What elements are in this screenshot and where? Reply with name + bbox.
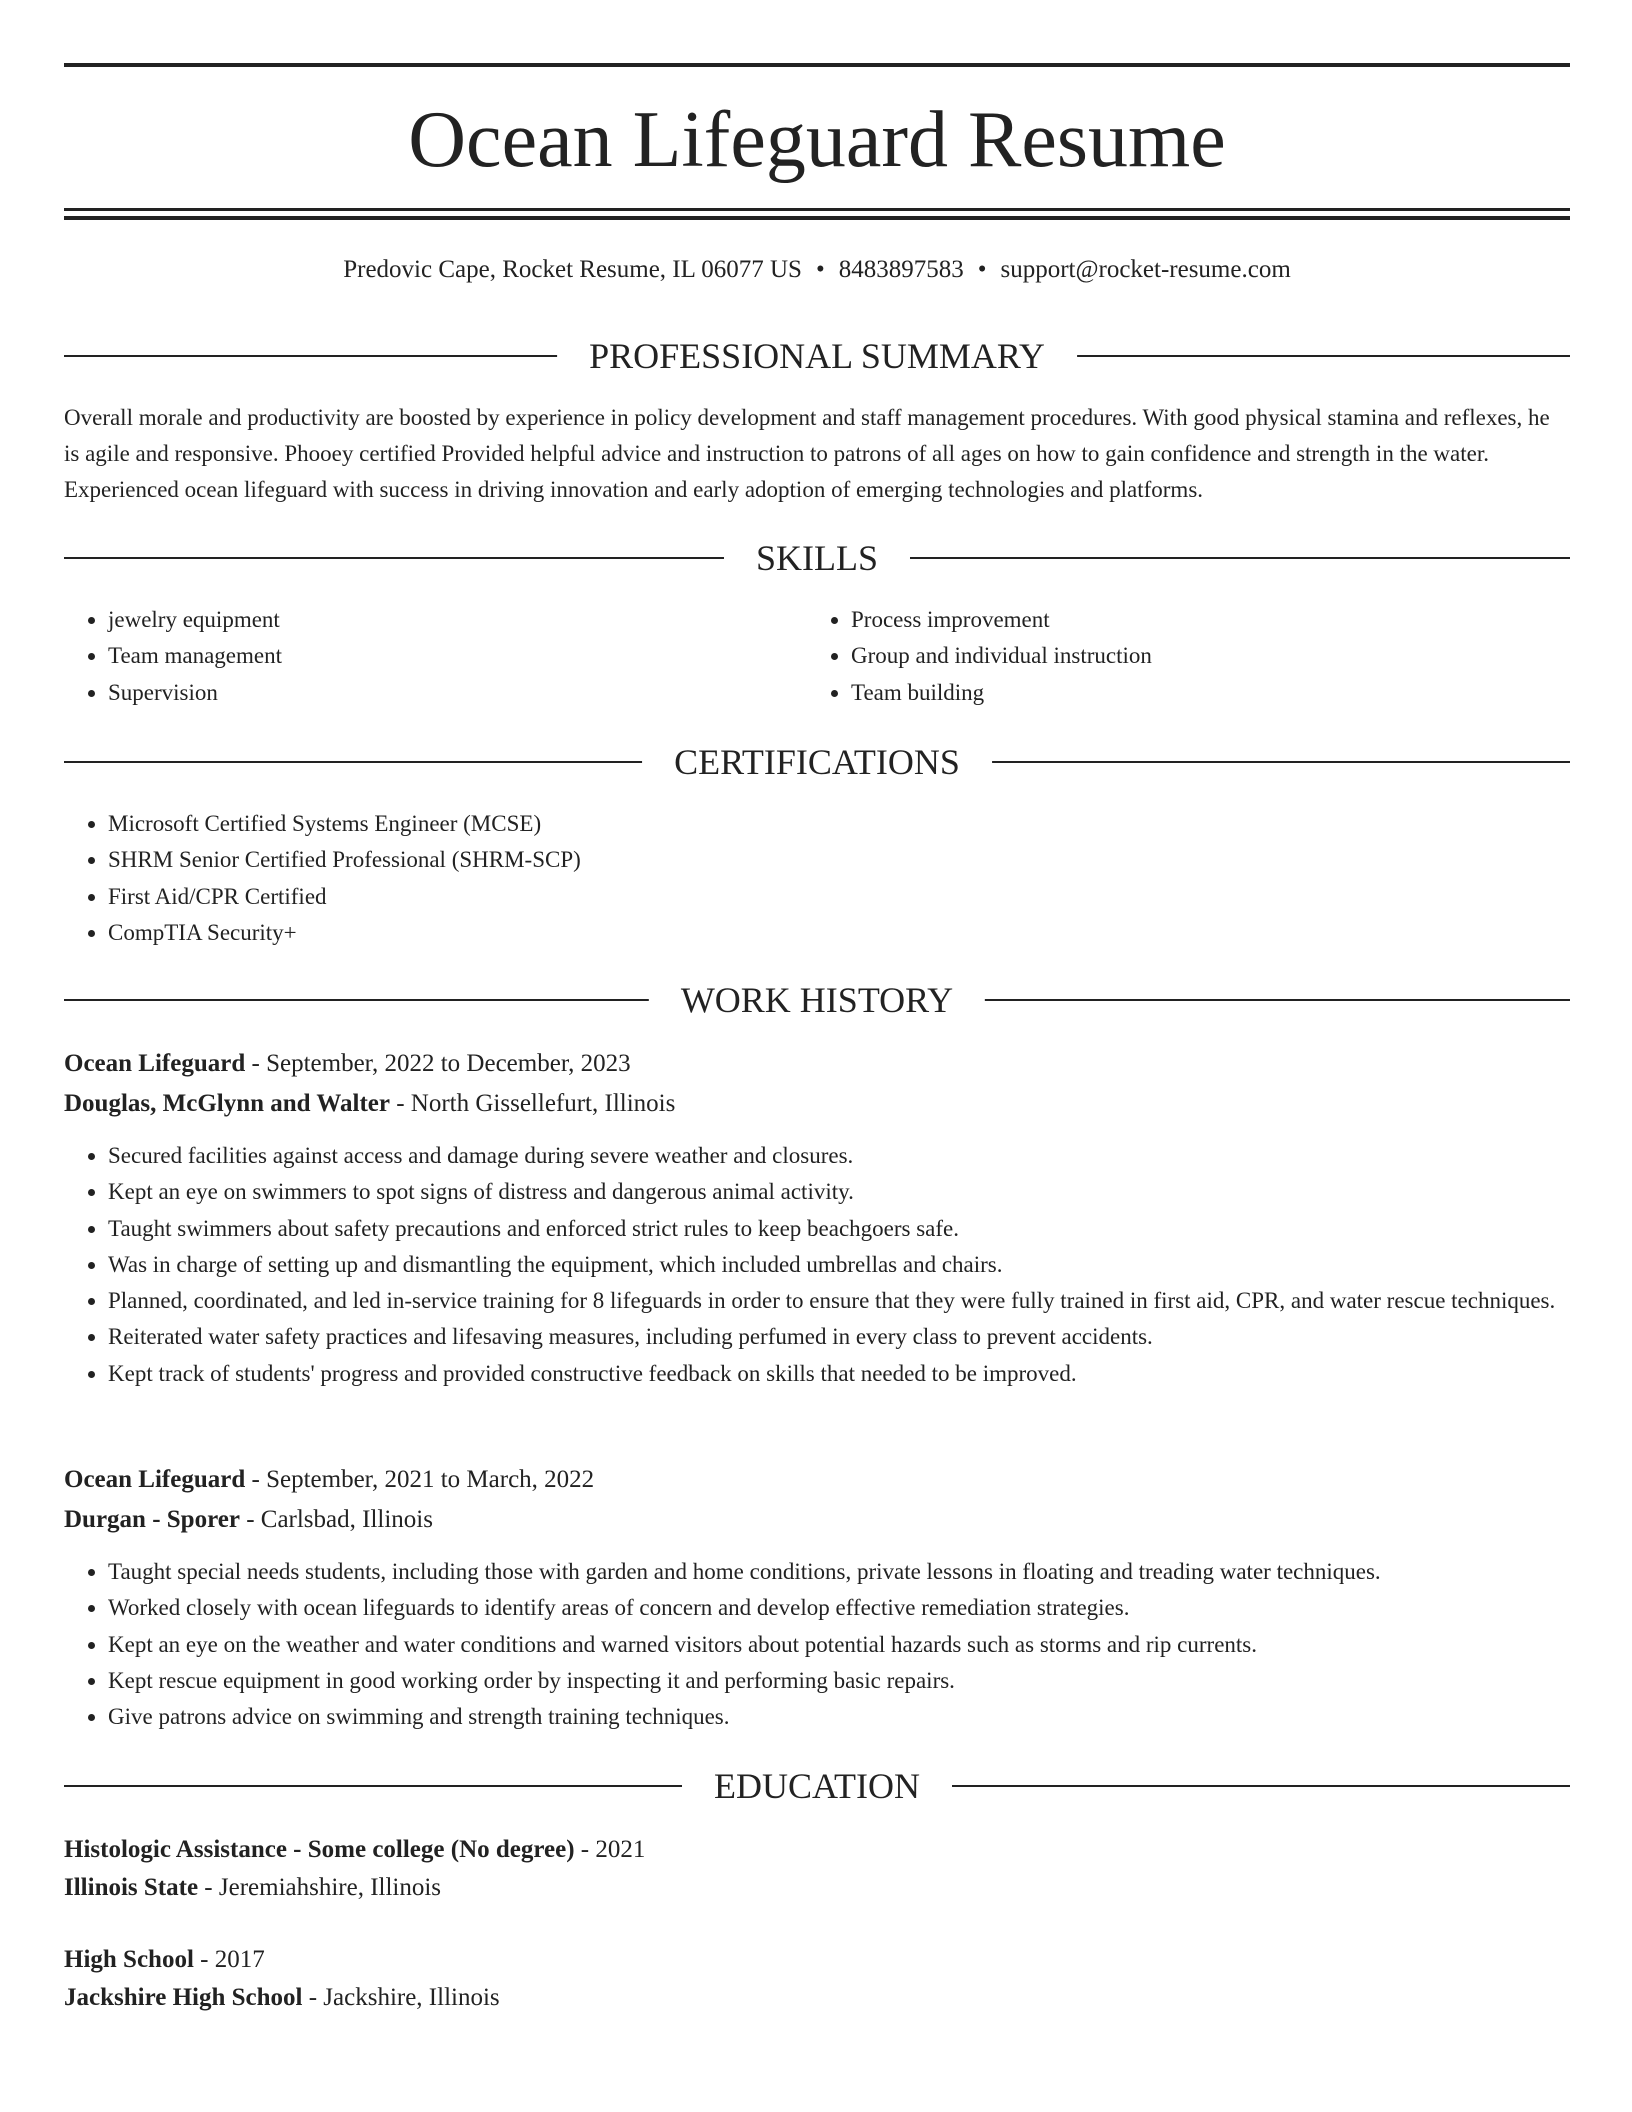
contact-separator: • — [815, 256, 825, 283]
skill-item: • jewelry equipment — [108, 602, 808, 638]
skill-item: • Team building — [851, 675, 1551, 711]
skill-item: • Process improvement — [851, 602, 1551, 638]
section-title: PROFESSIONAL SUMMARY — [557, 334, 1077, 378]
top-rule — [64, 63, 1570, 67]
section-heading-skills — [64, 536, 1570, 580]
contact-line — [64, 253, 1570, 287]
contact-phone: 8483897583 — [838, 256, 964, 283]
job-title: Ocean Lifeguard — [64, 1466, 246, 1493]
job-title: Ocean Lifeguard — [64, 1050, 246, 1077]
job-duties-list — [64, 1138, 1570, 1392]
resume-title: Ocean Lifeguard Resume — [408, 96, 1226, 184]
skill-item: • Team management — [108, 638, 808, 674]
contact-address: Predovic Cape, Rocket Resume, IL 06077 US — [343, 256, 802, 283]
job-location: - North Gissellefurt, Illinois — [389, 1090, 676, 1117]
job-duty: • Planned, coordinated, and led in-service training for 8 lifeguards in order to ensure that they were fully trained in first aid, CPR, and water rescue techniques. — [108, 1283, 1570, 1319]
skill-item: • Supervision — [108, 675, 808, 711]
skill-item: • Group and individual instruction — [851, 638, 1551, 674]
skills-list-left — [64, 602, 808, 711]
job-title-line — [64, 1462, 1570, 1498]
job-duty: • Was in charge of setting up and dismantling the equipment, which included umbrellas and chairs. — [108, 1247, 1570, 1283]
education-degree: High School — [64, 1946, 194, 1973]
job-duty: • Reiterated water safety practices and lifesaving measures, including perfumed in every class to prevent accidents. — [108, 1319, 1570, 1355]
job-duty: • Taught swimmers about safety precautions and enforced strict rules to keep beachgoers safe. — [108, 1211, 1570, 1247]
section-title: WORK HISTORY — [649, 978, 985, 1022]
job-location: - Carlsbad, Illinois — [239, 1506, 433, 1533]
job-company-line — [64, 1502, 1570, 1538]
job-company-line — [64, 1086, 1570, 1122]
contact-email: support@rocket-resume.com — [1000, 256, 1291, 283]
job-dates: - September, 2021 to March, 2022 — [245, 1466, 595, 1493]
job-company: Durgan - Sporer — [64, 1506, 240, 1533]
title-rule-lower — [64, 216, 1570, 220]
education-school: Jackshire High School — [64, 1984, 303, 2011]
job-duty: • Worked closely with ocean lifeguards to identify areas of concern and develop effective remediation strategies. — [108, 1590, 1570, 1626]
education-year: - 2021 — [574, 1836, 646, 1863]
section-heading-certifications — [64, 740, 1570, 784]
job-duty: • Give patrons advice on swimming and strength training techniques. — [108, 1699, 1570, 1735]
title-rule-upper — [64, 208, 1570, 211]
section-title: SKILLS — [724, 536, 910, 580]
education-year: - 2017 — [193, 1946, 265, 1973]
job-duty: • Secured facilities against access and damage during severe weather and closures. — [108, 1138, 1570, 1174]
section-heading-education — [64, 1764, 1570, 1808]
contact-separator: • — [977, 256, 987, 283]
job-duty: • Kept track of students' progress and provided constructive feedback on skills that needed to be improved. — [108, 1356, 1570, 1392]
job-duty: • Taught special needs students, including those with garden and home conditions, private lessons in floating and treading water techniques. — [108, 1554, 1570, 1590]
section-heading-work — [64, 978, 1570, 1022]
certification-item: • First Aid/CPR Certified — [108, 879, 1568, 915]
job-company: Douglas, McGlynn and Walter — [64, 1090, 390, 1117]
certification-item: • CompTIA Security+ — [108, 915, 1568, 951]
certifications-list — [64, 806, 1568, 951]
education-location: - Jeremiahshire, Illinois — [198, 1874, 442, 1901]
education-location: - Jackshire, Illinois — [302, 1984, 500, 2011]
section-heading-summary — [64, 334, 1570, 378]
education-school-line — [64, 1980, 1570, 2016]
skills-list-right — [807, 602, 1551, 711]
education-school: Illinois State — [64, 1874, 199, 1901]
section-title: CERTIFICATIONS — [642, 740, 992, 784]
certification-item: • Microsoft Certified Systems Engineer (MCSE) — [108, 806, 1568, 842]
education-degree-line — [64, 1832, 1570, 1868]
education-degree-line — [64, 1942, 1570, 1978]
certification-item: • SHRM Senior Certified Professional (SHRM-SCP) — [108, 842, 1568, 878]
job-duty: • Kept rescue equipment in good working order by inspecting it and performing basic repairs. — [108, 1663, 1570, 1699]
job-dates: - September, 2022 to December, 2023 — [245, 1050, 631, 1077]
job-duty: • Kept an eye on the weather and water conditions and warned visitors about potential hazards such as storms and rip currents. — [108, 1627, 1570, 1663]
job-duty: • Kept an eye on swimmers to spot signs of distress and dangerous animal activity. — [108, 1174, 1570, 1210]
education-school-line — [64, 1870, 1570, 1906]
job-duties-list — [64, 1554, 1570, 1735]
section-title: EDUCATION — [682, 1764, 952, 1808]
job-title-line — [64, 1046, 1570, 1082]
education-degree: Histologic Assistance - Some college (No degree) — [64, 1836, 575, 1863]
summary-text: Overall morale and productivity are boosted by experience in policy development and staff management procedures. With good physical stamina and reflexes, he is agile and responsive. Phooey certified Provided helpful advice and instruction to patrons of all ages on how to gain confidence and strength in the water. Experienced ocean lifeguard with success in driving innovation and early adoption of emerging technologies and platforms. — [64, 405, 1550, 502]
